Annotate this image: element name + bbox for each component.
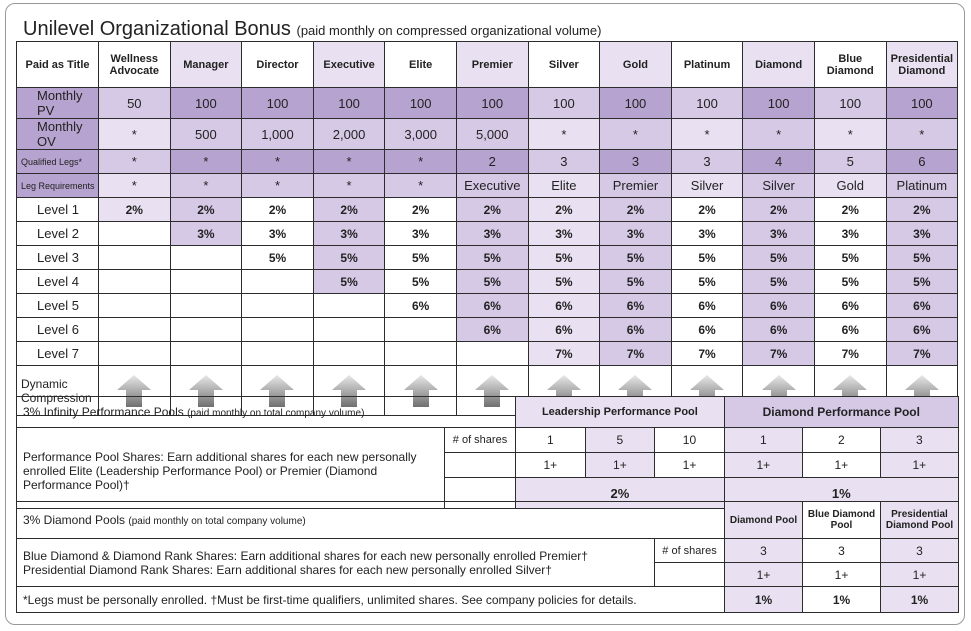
level-percent: 5%	[528, 270, 600, 294]
level-percent: 6%	[743, 294, 815, 318]
requirement-value: Elite	[528, 174, 600, 198]
level-percent	[170, 318, 242, 342]
requirement-value: 3	[528, 150, 600, 174]
requirement-value: 3	[671, 150, 743, 174]
title-header: Executive	[313, 42, 385, 88]
diamond-pools-heading: 3% Diamond Pools (paid monthly on total company volume)	[17, 502, 725, 539]
share-plus: 1+	[724, 453, 802, 478]
level-percent: 3%	[886, 222, 958, 246]
requirement-value: Executive	[456, 174, 528, 198]
level-label: Level 2	[17, 222, 99, 246]
level-percent: 6%	[456, 318, 528, 342]
share-plus: 1+	[802, 453, 880, 478]
level-percent: 5%	[743, 270, 815, 294]
level-percent: 2%	[99, 198, 171, 222]
requirement-value: 100	[313, 88, 385, 119]
level-label: Level 6	[17, 318, 99, 342]
level-percent: 3%	[242, 222, 314, 246]
title-header: Silver	[528, 42, 600, 88]
level-percent: 5%	[671, 246, 743, 270]
presidential-diamond-pool-header: Presidential Diamond Pool	[881, 502, 959, 539]
level-percent	[170, 246, 242, 270]
requirement-value: *	[242, 150, 314, 174]
page-title	[23, 18, 601, 41]
requirement-value: 500	[170, 119, 242, 150]
share-plus: 1+	[880, 453, 958, 478]
level-percent: 5%	[671, 270, 743, 294]
level-percent	[170, 342, 242, 366]
level-percent: 7%	[528, 342, 600, 366]
level-label: Level 4	[17, 270, 99, 294]
share-count: 3	[725, 539, 803, 563]
requirement-label: Qualified Legs*	[17, 150, 99, 174]
requirement-label: Monthly OV	[17, 119, 99, 150]
blank-cell	[445, 453, 516, 478]
pool-pct: 1%	[881, 587, 959, 613]
level-percent: 5%	[886, 270, 958, 294]
level-percent	[99, 246, 171, 270]
level-percent: 6%	[528, 318, 600, 342]
level-percent: 6%	[600, 294, 672, 318]
requirement-value: 100	[671, 88, 743, 119]
title-header: Presidential Diamond	[886, 42, 958, 88]
requirement-value: *	[671, 119, 743, 150]
share-count: 1	[724, 428, 802, 453]
level-percent: 2%	[170, 198, 242, 222]
level-percent: 3%	[385, 222, 457, 246]
requirement-value: 100	[170, 88, 242, 119]
title-header: Blue Diamond	[814, 42, 886, 88]
level-percent: 2%	[242, 198, 314, 222]
level-percent: 3%	[313, 222, 385, 246]
requirement-value: 50	[99, 88, 171, 119]
level-percent: 5%	[242, 246, 314, 270]
share-plus: 1+	[725, 563, 803, 587]
diamond-pool-label: Diamond Performance Pool	[724, 397, 958, 428]
level-percent: 6%	[886, 318, 958, 342]
title-header: Director	[242, 42, 314, 88]
pool-pct: 1%	[725, 587, 803, 613]
requirement-value: 100	[886, 88, 958, 119]
share-count: 5	[585, 428, 655, 453]
level-percent: 5%	[600, 246, 672, 270]
diamond-pools-description: Blue Diamond & Diamond Rank Shares: Earn additional shares for each new personally enrolled Premier† Presidential Diamond Rank Shares: Earn additional shares for each new personally enrolled Silver†	[17, 539, 655, 587]
level-percent: 7%	[743, 342, 815, 366]
level-percent	[99, 294, 171, 318]
level-percent: 7%	[600, 342, 672, 366]
requirement-value: *	[814, 119, 886, 150]
level-percent: 5%	[814, 246, 886, 270]
level-percent: 2%	[385, 198, 457, 222]
level-label: Level 7	[17, 342, 99, 366]
level-percent	[170, 294, 242, 318]
requirement-value: *	[170, 174, 242, 198]
level-percent	[242, 342, 314, 366]
diamond-pools-table	[16, 501, 959, 613]
level-percent: 5%	[743, 246, 815, 270]
level-percent: 6%	[385, 294, 457, 318]
share-plus: 1+	[803, 563, 881, 587]
level-percent	[456, 342, 528, 366]
requirement-value: *	[385, 174, 457, 198]
requirement-value: *	[600, 119, 672, 150]
share-count: 3	[881, 539, 959, 563]
leadership-pool-pct: 2%	[516, 478, 725, 509]
requirement-value: 100	[528, 88, 600, 119]
level-percent: 5%	[456, 246, 528, 270]
requirement-value: Silver	[743, 174, 815, 198]
requirement-value: 100	[385, 88, 457, 119]
requirement-value: 100	[456, 88, 528, 119]
corner-label: Paid as Title	[17, 42, 99, 88]
level-percent	[170, 270, 242, 294]
level-label: Level 3	[17, 246, 99, 270]
level-percent: 7%	[814, 342, 886, 366]
requirement-value: 100	[242, 88, 314, 119]
requirement-value: 3,000	[385, 119, 457, 150]
level-percent: 3%	[814, 222, 886, 246]
level-percent: 3%	[671, 222, 743, 246]
requirement-value: *	[99, 119, 171, 150]
level-percent	[242, 270, 314, 294]
leadership-pool-label: Leadership Performance Pool	[516, 397, 725, 428]
requirement-value: *	[170, 150, 242, 174]
level-percent: 6%	[814, 318, 886, 342]
share-count: 3	[803, 539, 881, 563]
requirement-value: *	[528, 119, 600, 150]
diamond-pool-header: Diamond Pool	[725, 502, 803, 539]
infinity-description: Performance Pool Shares: Earn additional shares for each new personally enrolled Elite (Leadership Performance Pool) or Premier (Diamond Performance Pool)†	[17, 428, 445, 509]
requirement-value: *	[242, 174, 314, 198]
level-percent	[242, 294, 314, 318]
level-percent	[99, 318, 171, 342]
level-percent	[385, 342, 457, 366]
shares-label: # of shares	[445, 428, 516, 453]
blank-cell	[655, 563, 725, 587]
level-percent: 2%	[814, 198, 886, 222]
share-plus: 1+	[516, 453, 586, 478]
level-percent: 7%	[886, 342, 958, 366]
title-header: Manager	[170, 42, 242, 88]
share-count: 3	[880, 428, 958, 453]
level-label: Level 5	[17, 294, 99, 318]
level-percent: 5%	[313, 246, 385, 270]
title-sub: (paid monthly on compressed organizational volume)	[296, 23, 602, 38]
level-percent: 6%	[814, 294, 886, 318]
share-count: 2	[802, 428, 880, 453]
requirement-value: 100	[743, 88, 815, 119]
level-percent	[313, 294, 385, 318]
level-percent: 6%	[886, 294, 958, 318]
level-percent: 5%	[814, 270, 886, 294]
level-percent	[385, 318, 457, 342]
requirement-value: 100	[814, 88, 886, 119]
infinity-pool-table	[16, 396, 959, 509]
level-percent: 2%	[456, 198, 528, 222]
requirement-value: 6	[886, 150, 958, 174]
level-percent	[313, 318, 385, 342]
level-percent	[99, 342, 171, 366]
footnote: *Legs must be personally enrolled. †Must be first-time qualifiers, unlimited shares. See company policies for details.	[17, 587, 725, 613]
requirement-value: Premier	[600, 174, 672, 198]
requirement-value: *	[385, 150, 457, 174]
level-percent: 3%	[170, 222, 242, 246]
level-percent: 3%	[743, 222, 815, 246]
requirement-value: *	[886, 119, 958, 150]
share-plus: 1+	[655, 453, 725, 478]
level-percent: 3%	[600, 222, 672, 246]
requirement-label: Leg Requirements	[17, 174, 99, 198]
share-plus: 1+	[585, 453, 655, 478]
level-percent: 6%	[671, 294, 743, 318]
share-count: 1	[516, 428, 586, 453]
level-percent: 5%	[313, 270, 385, 294]
requirement-value: *	[313, 174, 385, 198]
share-plus: 1+	[881, 563, 959, 587]
level-percent	[242, 318, 314, 342]
level-percent: 2%	[528, 198, 600, 222]
level-percent: 5%	[385, 270, 457, 294]
level-percent: 6%	[456, 294, 528, 318]
level-percent: 3%	[528, 222, 600, 246]
level-percent: 2%	[600, 198, 672, 222]
title-header: Premier	[456, 42, 528, 88]
level-percent: 2%	[886, 198, 958, 222]
level-percent: 2%	[671, 198, 743, 222]
level-percent: 5%	[600, 270, 672, 294]
level-percent: 3%	[456, 222, 528, 246]
requirement-value: *	[313, 150, 385, 174]
requirement-value: 100	[600, 88, 672, 119]
pool-pct: 1%	[803, 587, 881, 613]
requirement-value: Gold	[814, 174, 886, 198]
level-label: Level 1	[17, 198, 99, 222]
requirement-value: 5,000	[456, 119, 528, 150]
diamond-pool-pct: 1%	[724, 478, 958, 509]
requirement-label: Monthly PV	[17, 88, 99, 119]
title-header: Diamond	[743, 42, 815, 88]
blue-diamond-pool-header: Blue Diamond Pool	[803, 502, 881, 539]
level-percent: 7%	[671, 342, 743, 366]
requirement-value: 4	[743, 150, 815, 174]
requirement-value: 5	[814, 150, 886, 174]
level-percent: 2%	[743, 198, 815, 222]
unilevel-table	[16, 41, 958, 416]
requirement-value: 1,000	[242, 119, 314, 150]
requirement-value: Platinum	[886, 174, 958, 198]
requirement-value: 3	[600, 150, 672, 174]
requirement-value: 2	[456, 150, 528, 174]
title-header: Gold	[600, 42, 672, 88]
requirement-value: *	[743, 119, 815, 150]
title-main: Unilevel Organizational Bonus	[23, 18, 291, 40]
level-percent	[313, 342, 385, 366]
level-percent: 2%	[313, 198, 385, 222]
infinity-heading: 3% Infinity Performance Pools (paid monthly on total company volume)	[17, 397, 516, 428]
level-percent: 6%	[528, 294, 600, 318]
requirement-value: *	[99, 174, 171, 198]
dynamic-compression-label: Dynamic Compression	[17, 366, 99, 416]
title-header: Wellness Advocate	[99, 42, 171, 88]
shares-label: # of shares	[655, 539, 725, 563]
level-percent: 5%	[385, 246, 457, 270]
level-percent: 5%	[528, 246, 600, 270]
level-percent	[99, 222, 171, 246]
title-header: Elite	[385, 42, 457, 88]
level-percent: 5%	[886, 246, 958, 270]
level-percent	[99, 270, 171, 294]
share-count: 10	[655, 428, 725, 453]
requirement-value: Silver	[671, 174, 743, 198]
level-percent: 6%	[600, 318, 672, 342]
title-header: Platinum	[671, 42, 743, 88]
level-percent: 5%	[456, 270, 528, 294]
requirement-value: *	[99, 150, 171, 174]
level-percent: 6%	[671, 318, 743, 342]
level-percent: 6%	[743, 318, 815, 342]
requirement-value: 2,000	[313, 119, 385, 150]
